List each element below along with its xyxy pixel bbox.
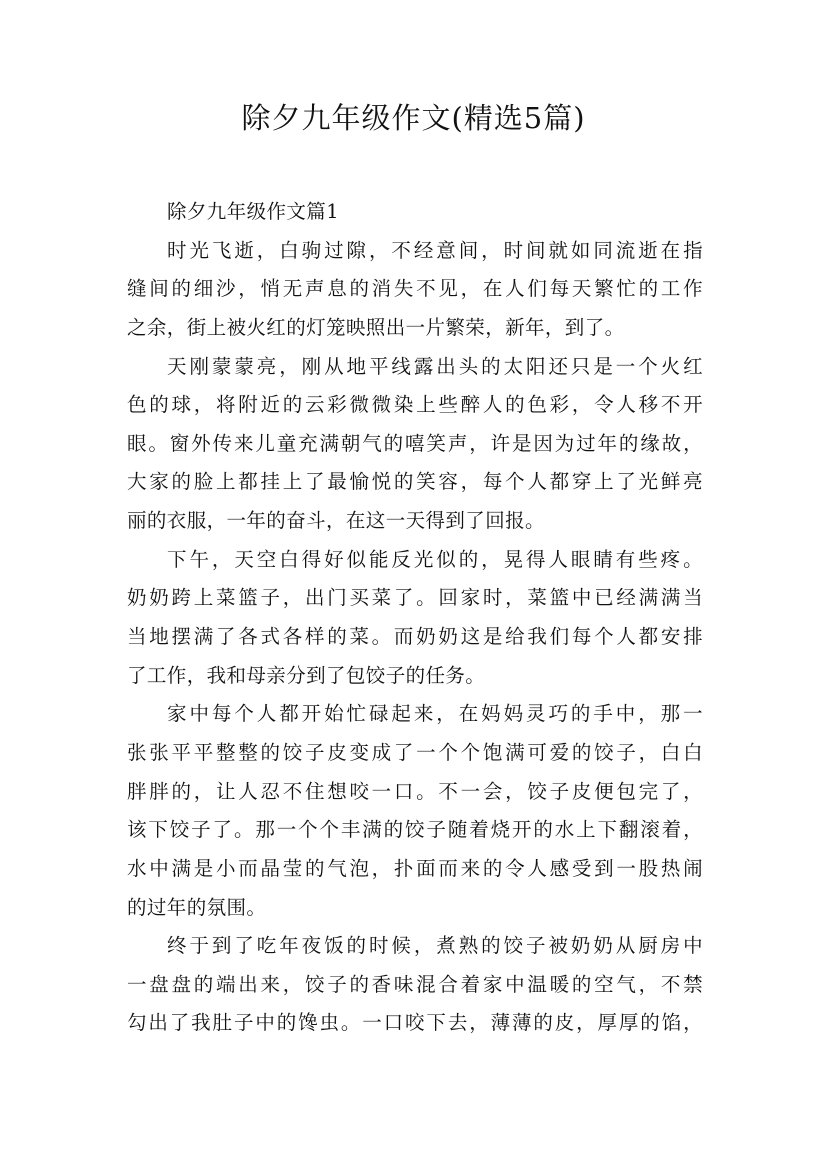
text-line: 张张平平整整的饺子皮变成了一个个饱满可爱的饺子，白白	[127, 740, 703, 764]
text-line: 大家的脸上都挂上了最愉悦的笑容，每个人都穿上了光鲜亮	[127, 470, 703, 494]
text-line: 色的球，将附近的云彩微微染上些醉人的色彩，令人移不开	[127, 393, 703, 417]
text-line: 家中每个人都开始忙碌起来，在妈妈灵巧的手中，那一	[167, 702, 703, 726]
text-line: 除夕九年级作文篇1	[167, 200, 340, 223]
text-line: 缝间的细沙，悄无声息的消失不见，在人们每天繁忙的工作	[127, 277, 703, 301]
text-line: 胖胖的，让人忍不住想咬一口。不一会，饺子皮便包完了，	[127, 779, 703, 803]
text-line: 了工作，我和母亲分到了包饺子的任务。	[127, 663, 486, 687]
text-line: 当地摆满了各式各样的菜。而奶奶这是给我们每个人都安排	[127, 625, 703, 649]
text-line: 一盘盘的端出来，饺子的香味混合着家中温暖的空气，不禁	[127, 972, 703, 996]
text-line: 之余，街上被火红的灯笼映照出一片繁荣，新年，到了。	[127, 315, 625, 339]
document-title: 除夕九年级作文(精选5篇)	[241, 101, 586, 135]
text-line: 该下饺子了。那一个个丰满的饺子随着烧开的水上下翻滚着，	[127, 818, 703, 842]
text-line: 的过年的氛围。	[127, 895, 267, 919]
document-body	[127, 193, 703, 1043]
text-line: 丽的衣服，一年的奋斗，在这一天得到了回报。	[127, 509, 545, 533]
text-line: 下午，天空白得好似能反光似的，晃得人眼睛有些疼。	[167, 547, 703, 571]
text-line: 终于到了吃年夜饭的时候，煮熟的饺子被奶奶从厨房中	[167, 934, 703, 958]
text-line: 奶奶跨上菜篮子，出门买菜了。回家时，菜篮中已经满满当	[127, 586, 703, 610]
text-line: 天刚蒙蒙亮，刚从地平线露出头的太阳还只是一个火红	[167, 354, 703, 378]
text-line: 勾出了我肚子中的馋虫。一口咬下去，薄薄的皮，厚厚的馅，	[127, 1011, 703, 1035]
text-line: 眼。窗外传来儿童充满朝气的嘻笑声，许是因为过年的缘故，	[127, 431, 703, 455]
text-line: 时光飞逝，白驹过隙，不经意间，时间就如同流逝在指	[167, 238, 703, 262]
text-line: 水中满是小而晶莹的气泡，扑面而来的令人感受到一股热闹	[127, 856, 703, 880]
